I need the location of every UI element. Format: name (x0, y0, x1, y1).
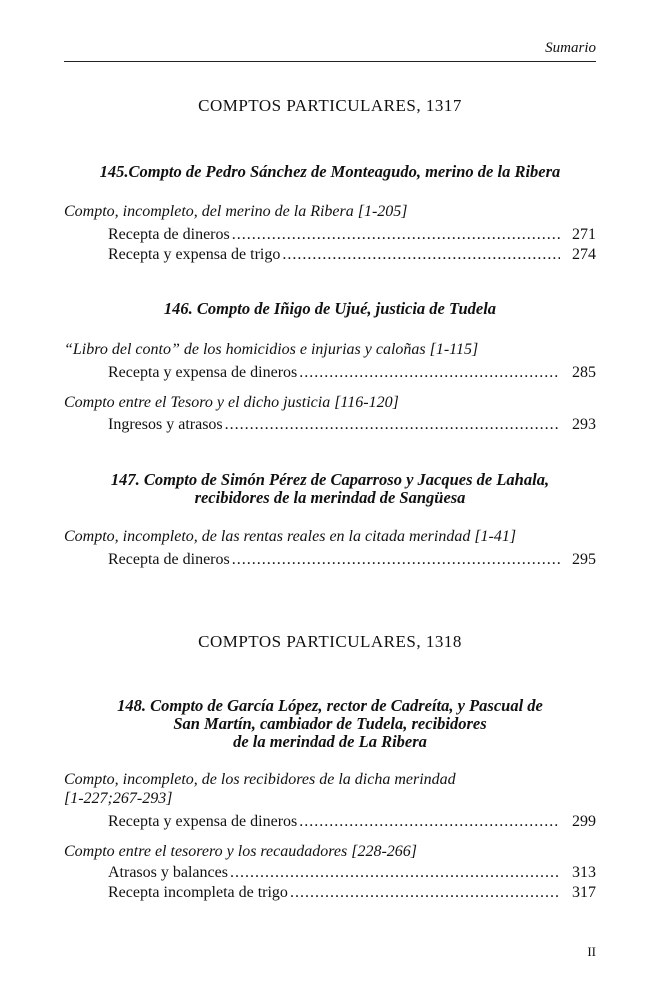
toc-label: Recepta y expensa de trigo (108, 246, 281, 263)
entry-description-line: Compto, incompleto, de los recibidores de la dicha merindad (64, 771, 456, 788)
toc-label: Recepta incompleta de trigo (108, 884, 288, 901)
toc-line (108, 226, 596, 244)
dot-leader (230, 864, 560, 882)
toc-page-number: 285 (572, 364, 596, 381)
compto-title-line: 148. Compto de García López, rector de Cadreíta, y Pascual de (117, 696, 543, 715)
toc-page-number: 274 (572, 246, 596, 263)
section-title-1318: COMPTOS PARTICULARES, 1318 (198, 632, 462, 651)
compto-title-148 (64, 697, 596, 751)
toc-page-number: 271 (572, 226, 596, 243)
toc-label: Recepta de dineros (108, 226, 230, 243)
dot-leader (232, 551, 560, 569)
toc-page-number: 299 (572, 813, 596, 830)
toc-page-number: 293 (572, 416, 596, 433)
toc-label: Recepta y expensa de dineros (108, 364, 298, 381)
compto-title-145 (64, 163, 596, 181)
page-folio: II (587, 944, 596, 959)
entry-description-line: [1-227;267-293] (64, 790, 173, 807)
toc-page-number: 295 (572, 551, 596, 568)
toc-label: Recepta de dineros (108, 551, 230, 568)
entry-description: “Libro del conto” de los homicidios e injurias y caloñas [1-115] (64, 341, 479, 358)
toc-line (108, 416, 596, 434)
toc-line (108, 864, 596, 882)
running-head: Sumario (545, 40, 596, 56)
dot-leader (290, 884, 560, 902)
toc-label: Ingresos y atrasos (108, 416, 223, 433)
toc-line (108, 884, 596, 902)
compto-title-line: de la merindad de La Ribera (233, 732, 427, 751)
entry-description (64, 770, 596, 808)
toc-label: Recepta y expensa de dineros (108, 813, 298, 830)
toc-line (108, 551, 596, 569)
toc-page-number: 317 (572, 884, 596, 901)
dot-leader (299, 813, 560, 831)
compto-title-146 (64, 300, 596, 318)
toc-line (108, 246, 596, 264)
header-rule (64, 61, 596, 62)
section-title-1317: COMPTOS PARTICULARES, 1317 (198, 96, 462, 115)
compto-title-line: 146. Compto de Iñigo de Ujué, justicia de Tudela (163, 299, 497, 318)
toc-line (108, 364, 596, 382)
toc-page-number: 313 (572, 864, 596, 881)
toc-label: Atrasos y balances (108, 864, 228, 881)
dot-leader (282, 246, 560, 264)
compto-title-line: recibidores de la merindad de Sangüesa (194, 488, 466, 507)
compto-title-line: 147. Compto de Simón Pérez de Caparroso y Jacques de Lahala, (110, 470, 550, 489)
dot-leader (299, 364, 560, 382)
dot-leader (232, 226, 560, 244)
toc-line (108, 813, 596, 831)
entry-description: Compto entre el Tesoro y el dicho justicia [116-120] (64, 394, 399, 411)
entry-description: Compto, incompleto, de las rentas reales en la citada merindad [1-41] (64, 528, 517, 545)
dot-leader (225, 416, 560, 434)
compto-title-147 (64, 471, 596, 507)
entry-description: Compto entre el tesorero y los recaudadores [228-266] (64, 843, 417, 860)
entry-description: Compto, incompleto, del merino de la Ribera [1-205] (64, 203, 408, 220)
compto-title-line: 145.Compto de Pedro Sánchez de Monteagudo, merino de la Ribera (99, 162, 561, 181)
compto-title-line: San Martín, cambiador de Tudela, recibidores (173, 714, 487, 733)
